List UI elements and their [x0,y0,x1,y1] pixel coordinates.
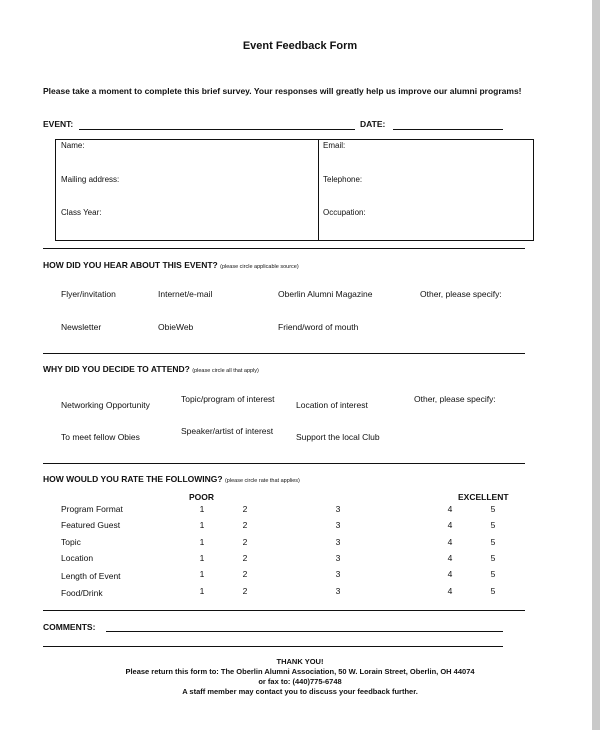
telephone-field[interactable]: Telephone: [323,175,363,184]
attend-option-other[interactable]: Other, please specify: [414,394,496,404]
rate-heading-text: HOW WOULD YOU RATE THE FOLLOWING? [43,474,223,484]
rating-option-2[interactable]: 2 [242,504,248,514]
rating-option-4[interactable]: 4 [447,569,453,579]
rating-option-2[interactable]: 2 [242,520,248,530]
attend-option-topic[interactable]: Topic/program of interest [181,394,275,404]
attend-heading [43,364,259,374]
rating-option-4[interactable]: 4 [447,553,453,563]
attend-option-location[interactable]: Location of interest [296,400,368,410]
rating-option-3[interactable]: 3 [335,553,341,563]
rating-option-5[interactable]: 5 [490,537,496,547]
name-field[interactable]: Name: [61,141,85,150]
rating-option-5[interactable]: 5 [490,569,496,579]
hear-option-other[interactable]: Other, please specify: [420,289,502,299]
attend-heading-text: WHY DID YOU DECIDE TO ATTEND? [43,364,190,374]
attend-option-local-club[interactable]: Support the local Club [296,432,380,442]
rate-excellent-label: EXCELLENT [458,492,509,502]
rating-option-4[interactable]: 4 [447,586,453,596]
email-field[interactable]: Email: [323,141,346,150]
rating-option-5[interactable]: 5 [490,553,496,563]
rating-item-label: Food/Drink [61,588,103,598]
rating-option-5[interactable]: 5 [490,520,496,530]
rating-option-3[interactable]: 3 [335,537,341,547]
rating-option-3[interactable]: 3 [335,504,341,514]
hear-note: (please circle applicable source) [220,264,299,270]
comments-line-2[interactable] [43,646,503,647]
rating-item-label: Length of Event [61,571,121,581]
rating-option-1[interactable]: 1 [199,537,205,547]
contact-note-text: A staff member may contact you to discuss your feedback further. [182,687,418,696]
comments-label: COMMENTS: [43,622,96,632]
rate-poor-label: POOR [189,492,215,502]
fax-text: or fax to: (440)775-6748 [258,677,342,686]
hear-option-obieweb[interactable]: ObieWeb [158,322,194,332]
section-divider [43,463,525,464]
date-label: DATE: [360,119,386,129]
intro-text: Please take a moment to complete this brief survey. Your responses will greatly help us improve our alumni programs! [43,86,522,96]
rating-item-label: Program Format [61,504,123,514]
event-field[interactable] [79,129,355,130]
thank-you-text: THANK YOU! [276,657,324,666]
rate-heading [43,474,300,484]
attend-option-networking[interactable]: Networking Opportunity [61,400,150,410]
rating-item-label: Topic [61,537,81,547]
hear-option-newsletter[interactable]: Newsletter [61,322,102,332]
section-divider [43,610,525,611]
rating-option-4[interactable]: 4 [447,504,453,514]
attend-note: (please circle all that apply) [192,368,259,374]
return-address-text: Please return this form to: The Oberlin Alumni Association, 50 W. Lorain Street, Oberlin, OH 44074 [125,667,475,676]
hear-heading [43,260,299,270]
comments-line-1[interactable] [106,631,503,632]
rating-option-3[interactable]: 3 [335,520,341,530]
mailing-address-field[interactable]: Mailing address: [61,175,120,184]
rating-item-label: Location [61,553,94,563]
rating-option-3[interactable]: 3 [335,586,341,596]
hear-option-alumni-magazine[interactable]: Oberlin Alumni Magazine [278,289,373,299]
rating-option-2[interactable]: 2 [242,537,248,547]
section-divider [43,248,525,249]
rate-note: (please circle rate that applies) [224,478,300,484]
rating-option-5[interactable]: 5 [490,504,496,514]
rating-option-1[interactable]: 1 [199,586,205,596]
rating-option-2[interactable]: 2 [242,586,248,596]
contact-info-divider [318,140,319,240]
attend-option-speaker[interactable]: Speaker/artist of interest [181,426,274,436]
rating-option-2[interactable]: 2 [242,569,248,579]
rating-option-5[interactable]: 5 [490,586,496,596]
rating-option-1[interactable]: 1 [199,504,205,514]
section-divider [43,353,525,354]
class-year-field[interactable]: Class Year: [61,208,102,217]
rating-option-3[interactable]: 3 [335,569,341,579]
rating-item-label: Featured Guest [61,520,121,530]
page-edge-shadow [592,0,600,730]
rating-option-4[interactable]: 4 [447,520,453,530]
rating-option-1[interactable]: 1 [199,520,205,530]
hear-option-internet[interactable]: Internet/e-mail [158,289,213,299]
hear-heading-text: HOW DID YOU HEAR ABOUT THIS EVENT? [43,260,218,270]
occupation-field[interactable]: Occupation: [323,208,366,217]
hear-option-flyer[interactable]: Flyer/invitation [61,289,116,299]
contact-info-box [55,139,534,241]
rating-option-4[interactable]: 4 [447,537,453,547]
form-title: Event Feedback Form [242,40,358,52]
rating-option-1[interactable]: 1 [199,553,205,563]
hear-option-friend[interactable]: Friend/word of mouth [278,322,359,332]
date-field[interactable] [393,129,503,130]
event-label: EVENT: [43,119,74,129]
rating-option-2[interactable]: 2 [242,553,248,563]
rating-option-1[interactable]: 1 [199,569,205,579]
attend-option-meet-obies[interactable]: To meet fellow Obies [61,432,140,442]
